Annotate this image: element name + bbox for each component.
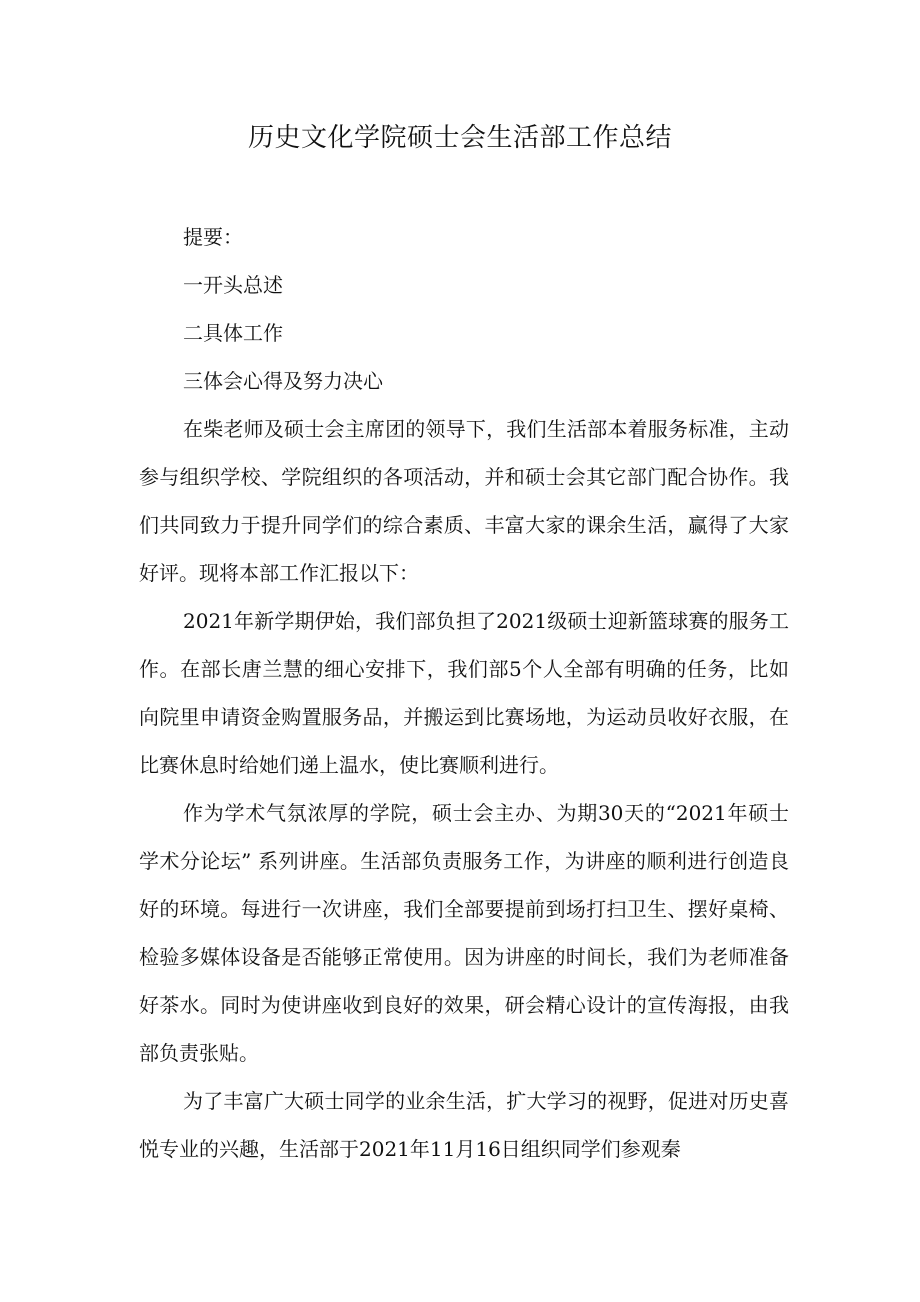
paragraph-lectures: 作为学术气氛浓厚的学院，硕士会主办、为期30天的“2021年硕士学术分论坛” 系列讲座。生活部负责服务工作，为讲座的顺利进行创造良好的环境。每进行一次讲座，我们全部要提前到场打扫卫生、摆好桌椅、检验多媒体设备是否能够正常使用。因为讲座的时间长，我们为老师准备好茶水。同时为使讲座收到良好的效果，研会精心设计的宣传海报，由我部负责张贴。 (139, 801, 789, 1065)
paragraph-basketball: 2021年新学期伊始，我们部负担了2021级硕士迎新篮球赛的服务工作。在部长唐兰慧的细心安排下，我们部5个人全部有明确的任务，比如向院里申请资金购置服务品，并搬运到比赛场地，为运动员收好衣服，在比赛休息时给她们递上温水，使比赛顺利进行。 (139, 609, 789, 777)
outline-item-3: 三体会心得及努力决心 (183, 369, 383, 393)
document-body (139, 213, 789, 1173)
paragraph-visit: 为了丰富广大硕士同学的业余生活，扩大学习的视野，促进对历史喜悦专业的兴趣，生活部于2021年11月16日组织同学们参观秦 (139, 1089, 789, 1161)
document-title: 历史文化学院硕士会生活部工作总结 (247, 123, 672, 153)
outline-item-2: 二具体工作 (183, 321, 283, 345)
outline-item-1: 一开头总述 (183, 273, 283, 297)
paragraph-intro: 在柴老师及硕士会主席团的领导下，我们生活部本着服务标准，主动参与组织学校、学院组织的各项活动，并和硕士会其它部门配合协作。我们共同致力于提升同学们的综合素质、丰富大家的课余生活，赢得了大家好评。现将本部工作汇报以下： (139, 417, 789, 585)
outline-heading: 提要： (183, 225, 243, 249)
